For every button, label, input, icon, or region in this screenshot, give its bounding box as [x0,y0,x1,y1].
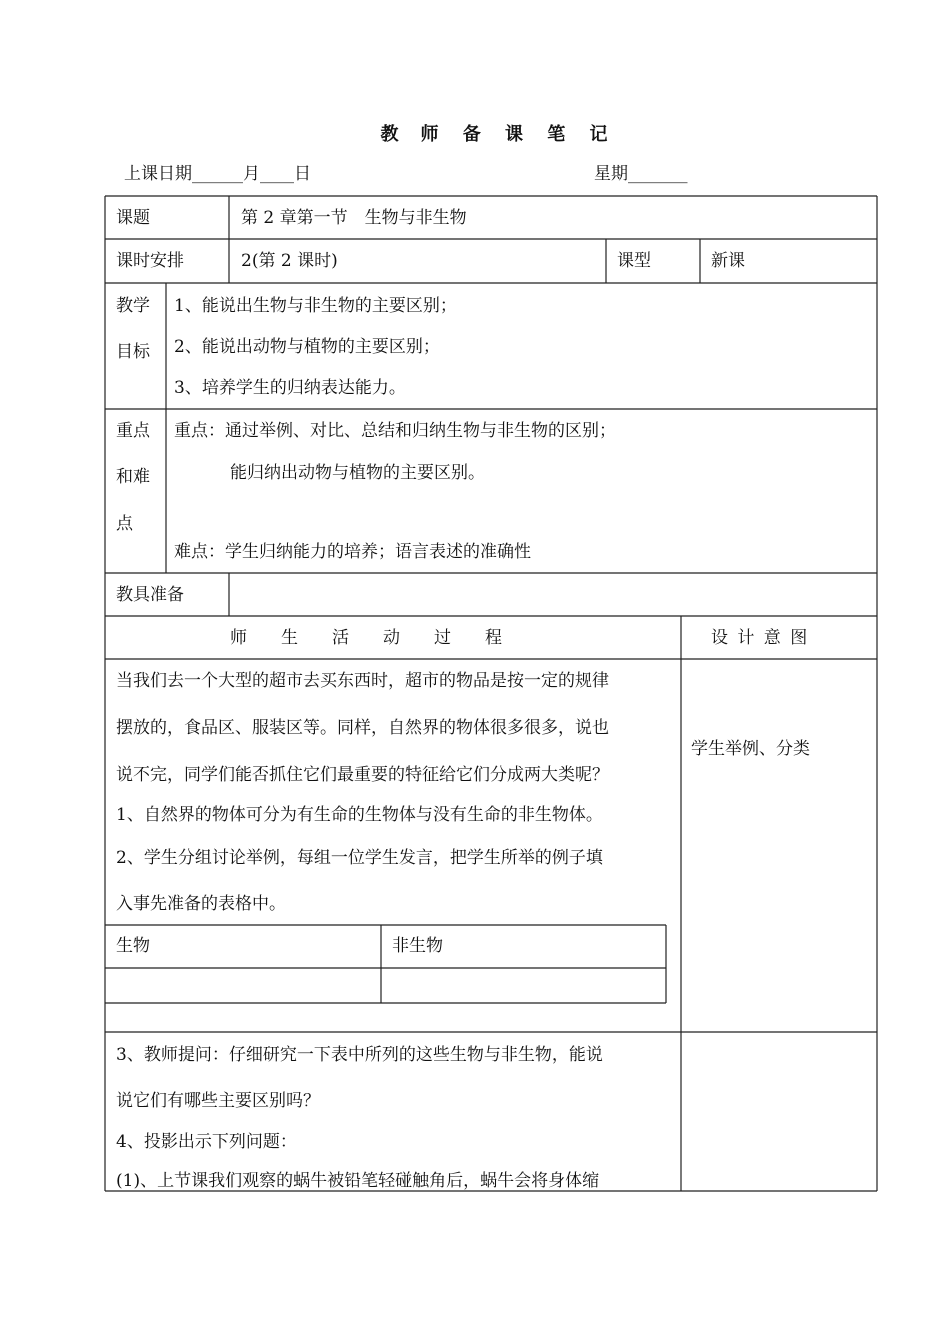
process-step-2-cont: 入事先准备的表格中。 [116,894,286,914]
tools-label: 教具准备 [116,585,184,605]
weekday-field: 星期_______ [594,164,688,184]
key-label-line-1: 重点 [116,421,150,441]
difficulty-point: 难点：学生归纳能力的培养；语言表述的准确性 [174,542,531,562]
lesson-type-value: 新课 [711,251,745,271]
process-step-4: 4、投影出示下列问题： [116,1132,297,1152]
goal-item-1: 1、能说出生物与非生物的主要区别； [174,296,457,316]
lesson-type-label: 课型 [617,251,651,271]
key-point-1: 重点：通过举例、对比、总结和归纳生物与非生物的区别； [174,421,616,441]
hours-label: 课时安排 [116,251,184,271]
class-date-field: 上课日期______月____日 [124,164,311,184]
design-intent-1: 学生举例、分类 [691,739,810,759]
process-question-1: (1)、上节课我们观察的蜗牛被铅笔轻碰触角后，蜗牛会将身体缩 [116,1171,600,1191]
goal-label-line-2: 目标 [116,342,150,362]
topic-value: 第 2 章第一节 生物与非生物 [241,208,467,228]
key-point-2: 能归纳出动物与植物的主要区别。 [230,463,485,483]
process-paragraph-line-2: 摆放的，食品区、服装区等。同样，自然界的物体很多很多，说也 [116,718,609,738]
process-step-3-cont: 说它们有哪些主要区别吗？ [116,1091,320,1111]
key-label-line-3: 点 [116,514,133,534]
process-paragraph-line-1: 当我们去一个大型的超市去买东西时，超市的物品是按一定的规律 [116,671,609,691]
intent-header: 设 计 意 图 [711,628,810,648]
hours-value: 2(第 2 课时) [241,251,338,271]
inner-table-header-living: 生物 [116,936,150,956]
process-step-3: 3、教师提问：仔细研究一下表中所列的这些生物与非生物，能说 [116,1045,603,1065]
page-title: 教 师 备 课 笔 记 [380,124,610,145]
key-label-line-2: 和难 [116,467,150,487]
inner-table-header-nonliving: 非生物 [392,936,443,956]
goal-label-line-1: 教学 [116,296,150,316]
process-paragraph-line-3: 说不完，同学们能否抓住它们最重要的特征给它们分成两大类呢？ [116,765,609,785]
process-step-2: 2、学生分组讨论举例，每组一位学生发言，把学生所举的例子填 [116,848,603,868]
process-header: 师 生 活 动 过 程 [230,628,502,648]
topic-label: 课题 [116,208,150,228]
goal-item-3: 3、培养学生的归纳表达能力。 [174,378,406,398]
process-step-1: 1、自然界的物体可分为有生命的生物体与没有生命的非生物体。 [116,805,603,825]
goal-item-2: 2、能说出动物与植物的主要区别； [174,337,440,357]
